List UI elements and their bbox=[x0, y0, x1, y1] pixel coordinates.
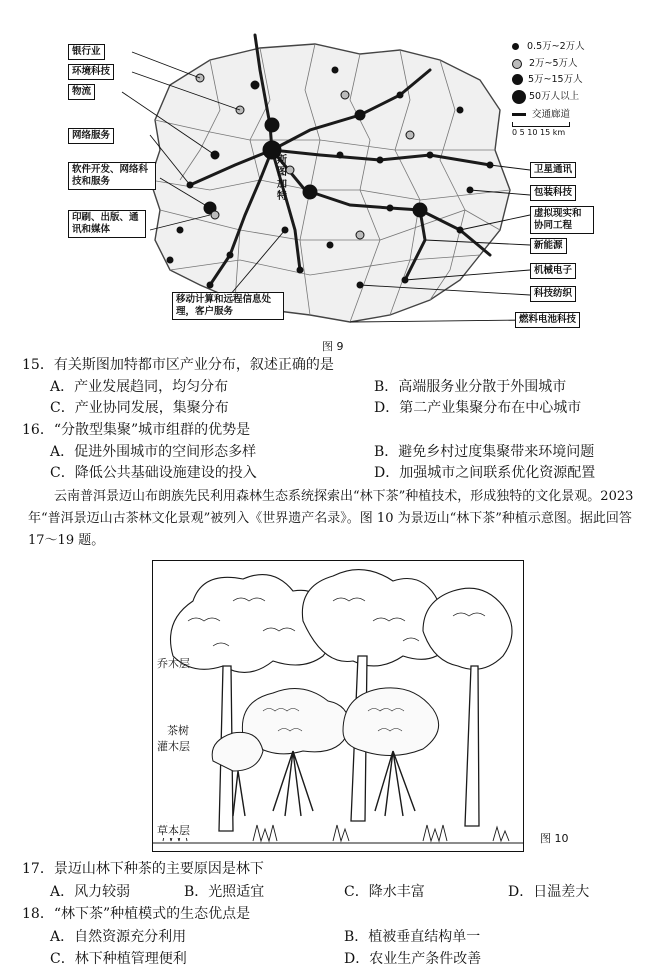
layer-label-shrub: 灌木层 bbox=[157, 740, 190, 753]
layer-label-grass: 草本层 bbox=[157, 824, 190, 837]
map-label-mobile-computing: 移动计算和远程信息处理，客户服务 bbox=[172, 292, 284, 320]
question-17-option-b[interactable]: B．光照适宜 bbox=[184, 884, 265, 900]
map-label-packaging: 包装科技 bbox=[530, 185, 576, 201]
question-17-option-c[interactable]: C．降水丰富 bbox=[344, 884, 425, 900]
map-label-satellite: 卫星通讯 bbox=[530, 162, 576, 178]
passage-text: 云南普洱景迈山布朗族先民利用森林生态系统探索出“林下茶”种植技术，形成独特的文化景观。2023 年“普洱景迈山古茶林文化景观”被列入《世界遗产名录》。图 10 为景迈山“林下茶”种植示意图。据此回答 17～19 题。 bbox=[28, 489, 634, 548]
map-label-vr: 虚拟现实和协同工程 bbox=[530, 206, 594, 234]
question-18-option-c[interactable]: C．林下种植管理便利 bbox=[50, 951, 187, 967]
map-label-tech-textiles: 科技纺织 bbox=[530, 286, 576, 302]
figure-10-caption: 图 10 bbox=[540, 832, 569, 845]
region-boundary bbox=[150, 44, 510, 322]
legend-corridor-line-icon bbox=[512, 113, 526, 116]
question-16-option-d[interactable]: D．加强城市之间联系优化资源配置 bbox=[374, 465, 596, 481]
figure-10-illustration bbox=[152, 560, 524, 852]
legend-label: 5万~15万人 bbox=[528, 74, 583, 85]
scale-bar-icon bbox=[512, 122, 570, 127]
legend-label: 0.5万~2万人 bbox=[527, 41, 585, 52]
map-center-label: 斯图加特 bbox=[277, 155, 287, 202]
question-15-option-a[interactable]: A．产业发展趋同，均匀分布 bbox=[50, 379, 229, 395]
forest-tea-illustration bbox=[153, 561, 523, 851]
legend-dot-small-icon bbox=[512, 43, 519, 50]
question-15-option-c[interactable]: C．产业协同发展，集聚分布 bbox=[50, 400, 229, 416]
legend-dot-grey-icon bbox=[512, 59, 522, 69]
map-label-fuel-cell: 燃料电池科技 bbox=[515, 312, 580, 328]
question-16-stem: 16．“分散型集聚”城市组群的优势是 bbox=[22, 422, 251, 438]
layer-label-tree: 乔木层 bbox=[157, 657, 190, 670]
layer-label-tea: 茶树 bbox=[167, 724, 189, 737]
question-15-option-d[interactable]: D．第二产业集聚分布在中心城市 bbox=[374, 400, 582, 416]
question-16-option-c[interactable]: C．降低公共基础设施建设的投入 bbox=[50, 465, 257, 481]
question-17-option-a[interactable]: A．风力较弱 bbox=[50, 884, 131, 900]
map-label-mechatronics: 机械电子 bbox=[530, 263, 576, 279]
map-label-software: 软件开发、网络科技和服务 bbox=[68, 162, 156, 190]
map-label-environment-tech: 环境科技 bbox=[68, 64, 114, 80]
question-17-stem: 17．景迈山林下种茶的主要原因是林下 bbox=[22, 861, 264, 877]
legend-dot-medium-icon bbox=[512, 74, 523, 85]
map-label-printing-media: 印刷、出版、通讯和媒体 bbox=[68, 210, 146, 238]
question-16-option-a[interactable]: A．促进外围城市的空间形态多样 bbox=[50, 444, 257, 460]
map-label-new-energy: 新能源 bbox=[530, 238, 567, 254]
question-16-option-b[interactable]: B．避免乡村过度集聚带来环境问题 bbox=[374, 444, 595, 460]
legend-label: 交通廊道 bbox=[532, 109, 571, 120]
question-18-option-d[interactable]: D．农业生产条件改善 bbox=[344, 951, 482, 967]
legend-label: 2万~5万人 bbox=[529, 58, 578, 69]
question-18-stem: 18．“林下茶”种植模式的生态优点是 bbox=[22, 906, 251, 922]
question-18-option-a[interactable]: A．自然资源充分利用 bbox=[50, 929, 187, 945]
question-18-option-b[interactable]: B．植被垂直结构单一 bbox=[344, 929, 481, 945]
question-15-option-b[interactable]: B．高端服务业分散于外围城市 bbox=[374, 379, 567, 395]
map-label-logistics: 物流 bbox=[68, 84, 95, 100]
map-label-banking: 银行业 bbox=[68, 44, 105, 60]
scale-bar-label: 0 5 10 15 km bbox=[512, 128, 566, 137]
figure-9-caption: 图 9 bbox=[322, 340, 344, 353]
question-15-stem: 15．有关斯图加特都市区产业分布，叙述正确的是 bbox=[22, 357, 334, 373]
map-label-network-services: 网络服务 bbox=[68, 128, 114, 144]
question-17-option-d[interactable]: D．日温差大 bbox=[508, 884, 590, 900]
legend-label: 50万人以上 bbox=[529, 91, 580, 102]
legend-dot-large-icon bbox=[512, 90, 526, 104]
